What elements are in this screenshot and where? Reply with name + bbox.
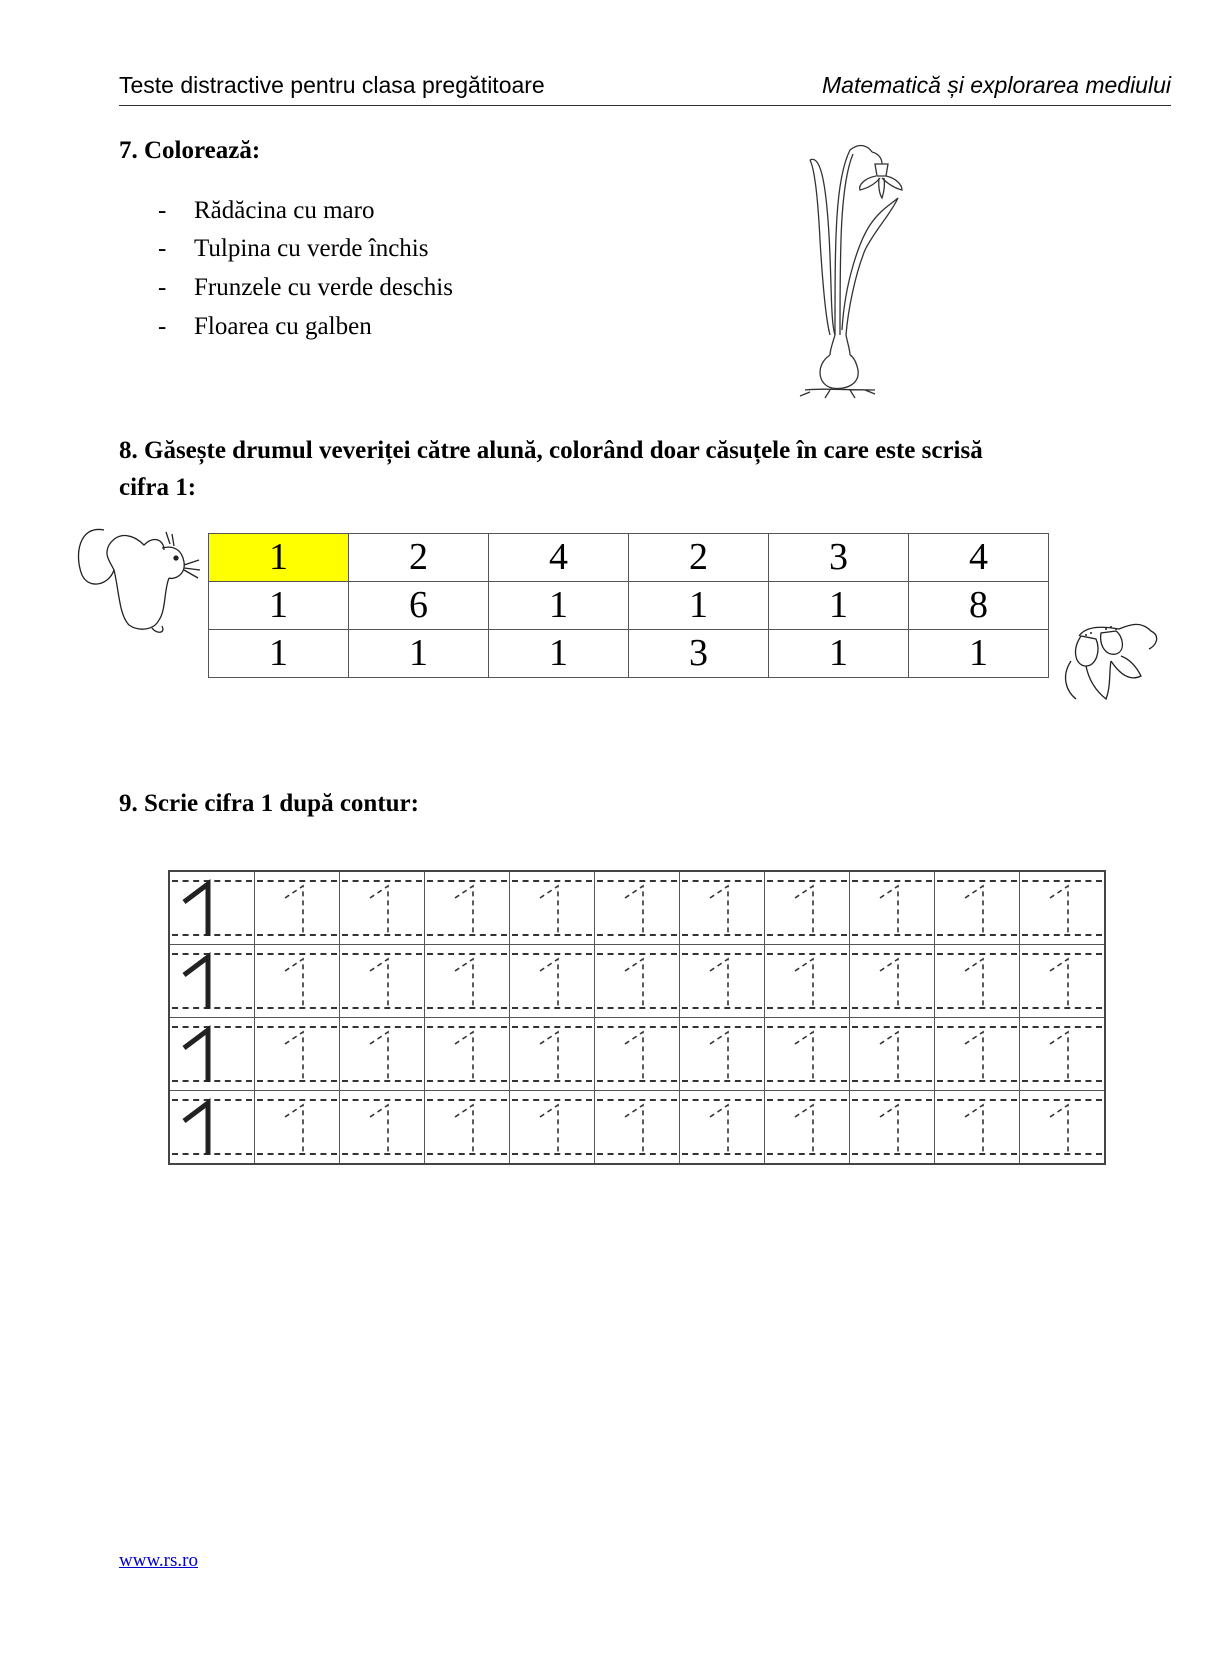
digit-one-dashed-icon: [255, 872, 339, 944]
tracing-cell[interactable]: [425, 871, 510, 945]
list-item: Tulpina cu verde închis: [194, 235, 429, 262]
list-item: Rădăcina cu maro: [194, 197, 375, 224]
digit-one-dashed-icon: [255, 1091, 339, 1163]
tracing-cell[interactable]: [425, 1091, 510, 1165]
tracing-cell[interactable]: [1020, 945, 1106, 1018]
tracing-row: [169, 945, 1105, 1018]
hazelnut-illustration: [1061, 621, 1167, 703]
tracing-cell[interactable]: [340, 1091, 425, 1165]
digit-one-dashed-icon: [595, 1018, 679, 1090]
digit-one-dashed-icon: [340, 1091, 424, 1163]
grid-row: [209, 582, 1049, 630]
tracing-cell[interactable]: [169, 1091, 255, 1165]
grid-cell[interactable]: 3: [769, 534, 909, 582]
digit-one-dashed-icon: [340, 945, 424, 1017]
grid-cell[interactable]: 4: [909, 534, 1049, 582]
digit-one-solid-icon: [170, 872, 254, 944]
tracing-cell[interactable]: [850, 1091, 935, 1165]
tracing-cell[interactable]: [255, 871, 340, 945]
tracing-cell[interactable]: [1020, 1091, 1106, 1165]
digit-one-dashed-icon: [255, 1018, 339, 1090]
tracing-cell[interactable]: [169, 871, 255, 945]
digit-one-dashed-icon: [935, 1018, 1019, 1090]
digit-tracing-grid: [168, 870, 1106, 1165]
tracing-cell[interactable]: [850, 1018, 935, 1091]
digit-one-solid-icon: [170, 945, 254, 1017]
grid-cell[interactable]: 3: [629, 630, 769, 678]
question-8-title-line1: 8. Găsește drumul veveriței către alună, colorând doar căsuțele în care este scrisă: [119, 437, 983, 464]
digit-one-solid-icon: [170, 1091, 254, 1163]
list-bullet: -: [158, 197, 167, 224]
tracing-cell[interactable]: [510, 1018, 595, 1091]
digit-one-dashed-icon: [765, 1018, 849, 1090]
tracing-cell[interactable]: [850, 945, 935, 1018]
tracing-cell[interactable]: [595, 871, 680, 945]
digit-one-dashed-icon: [595, 872, 679, 944]
tracing-cell[interactable]: [765, 1091, 850, 1165]
digit-one-dashed-icon: [765, 945, 849, 1017]
grid-cell[interactable]: 1: [769, 630, 909, 678]
digit-one-dashed-icon: [425, 1018, 509, 1090]
grid-cell[interactable]: 8: [909, 582, 1049, 630]
digit-one-dashed-icon: [850, 872, 934, 944]
digit-one-dashed-icon: [510, 872, 594, 944]
tracing-cell[interactable]: [255, 945, 340, 1018]
digit-one-dashed-icon: [935, 1091, 1019, 1163]
squirrel-path-grid: [208, 533, 1049, 678]
tracing-cell[interactable]: [765, 1018, 850, 1091]
tracing-cell[interactable]: [255, 1091, 340, 1165]
digit-one-dashed-icon: [850, 945, 934, 1017]
digit-one-dashed-icon: [1020, 872, 1104, 944]
tracing-cell[interactable]: [510, 945, 595, 1018]
list-item: Frunzele cu verde deschis: [194, 274, 453, 301]
tracing-cell[interactable]: [340, 1018, 425, 1091]
digit-one-dashed-icon: [765, 872, 849, 944]
tracing-cell[interactable]: [169, 945, 255, 1018]
snowdrop-flower-illustration: [790, 140, 940, 412]
tracing-cell[interactable]: [935, 945, 1020, 1018]
grid-cell[interactable]: 4: [489, 534, 629, 582]
digit-one-solid-icon: [170, 1018, 254, 1090]
digit-one-dashed-icon: [935, 872, 1019, 944]
question-7-title: 7. Colorează:: [119, 137, 261, 164]
tracing-cell[interactable]: [680, 871, 765, 945]
tracing-cell[interactable]: [1020, 1018, 1106, 1091]
digit-one-dashed-icon: [340, 872, 424, 944]
grid-row: [209, 630, 1049, 678]
squirrel-illustration: [74, 520, 204, 638]
digit-one-dashed-icon: [510, 1018, 594, 1090]
digit-one-dashed-icon: [595, 945, 679, 1017]
tracing-cell[interactable]: [595, 1018, 680, 1091]
grid-cell[interactable]: 1: [209, 582, 349, 630]
tracing-cell[interactable]: [425, 1018, 510, 1091]
tracing-row: [169, 1091, 1105, 1165]
digit-one-dashed-icon: [680, 1018, 764, 1090]
tracing-cell[interactable]: [680, 1091, 765, 1165]
grid-cell[interactable]: 2: [629, 534, 769, 582]
grid-cell[interactable]: 1: [629, 582, 769, 630]
digit-one-dashed-icon: [1020, 945, 1104, 1017]
tracing-cell[interactable]: [595, 1091, 680, 1165]
grid-cell[interactable]: 1: [209, 630, 349, 678]
tracing-cell[interactable]: [510, 1091, 595, 1165]
tracing-cell[interactable]: [680, 945, 765, 1018]
grid-cell[interactable]: 2: [349, 534, 489, 582]
tracing-cell[interactable]: [765, 871, 850, 945]
digit-one-dashed-icon: [595, 1091, 679, 1163]
question-9-title: 9. Scrie cifra 1 după contur:: [119, 790, 419, 817]
header-right-title: Matematică și explorarea mediului: [822, 72, 1171, 98]
digit-one-dashed-icon: [680, 945, 764, 1017]
digit-one-dashed-icon: [765, 1091, 849, 1163]
tracing-cell[interactable]: [255, 1018, 340, 1091]
footer-website-link[interactable]: www.rs.ro: [119, 1550, 198, 1571]
digit-one-dashed-icon: [425, 1091, 509, 1163]
tracing-cell[interactable]: [340, 871, 425, 945]
tracing-cell[interactable]: [935, 871, 1020, 945]
grid-cell[interactable]: 1: [909, 630, 1049, 678]
digit-one-dashed-icon: [340, 1018, 424, 1090]
tracing-cell[interactable]: [935, 1018, 1020, 1091]
header-left-title: Teste distractive pentru clasa pregătitoare: [119, 72, 545, 98]
grid-cell[interactable]: 1: [489, 582, 629, 630]
tracing-cell[interactable]: [510, 871, 595, 945]
question-8-title-line2: cifra 1:: [119, 474, 197, 501]
digit-one-dashed-icon: [510, 1091, 594, 1163]
grid-row: [209, 534, 1049, 582]
grid-cell[interactable]: 6: [349, 582, 489, 630]
list-bullet: -: [158, 274, 167, 301]
digit-one-dashed-icon: [680, 872, 764, 944]
list-item: Floarea cu galben: [194, 313, 372, 340]
tracing-cell[interactable]: [850, 871, 935, 945]
tracing-cell[interactable]: [425, 945, 510, 1018]
digit-one-dashed-icon: [935, 945, 1019, 1017]
tracing-cell[interactable]: [1020, 871, 1106, 945]
grid-cell[interactable]: 1: [769, 582, 909, 630]
tracing-cell[interactable]: [595, 945, 680, 1018]
digit-one-dashed-icon: [680, 1091, 764, 1163]
digit-one-dashed-icon: [850, 1018, 934, 1090]
header-divider: [119, 105, 1171, 106]
tracing-cell[interactable]: [765, 945, 850, 1018]
grid-cell[interactable]: 1: [349, 630, 489, 678]
grid-cell[interactable]: 1: [489, 630, 629, 678]
digit-one-dashed-icon: [510, 945, 594, 1017]
digit-one-dashed-icon: [1020, 1018, 1104, 1090]
digit-one-dashed-icon: [425, 872, 509, 944]
digit-one-dashed-icon: [1020, 1091, 1104, 1163]
tracing-row: [169, 871, 1105, 945]
tracing-cell[interactable]: [935, 1091, 1020, 1165]
list-bullet: -: [158, 235, 167, 262]
tracing-cell[interactable]: [680, 1018, 765, 1091]
list-bullet: -: [158, 313, 167, 340]
digit-one-dashed-icon: [850, 1091, 934, 1163]
grid-cell[interactable]: 1: [209, 534, 349, 582]
tracing-cell[interactable]: [169, 1018, 255, 1091]
digit-one-dashed-icon: [425, 945, 509, 1017]
digit-one-dashed-icon: [255, 945, 339, 1017]
tracing-row: [169, 1018, 1105, 1091]
tracing-cell[interactable]: [340, 945, 425, 1018]
